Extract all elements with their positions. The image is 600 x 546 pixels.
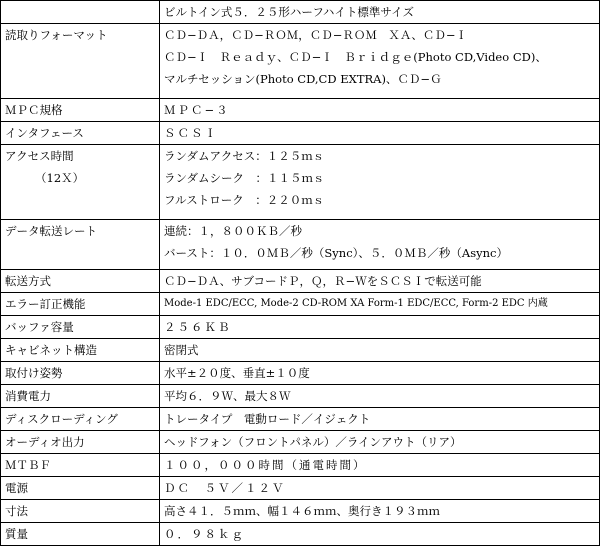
row-label-group — [1, 144, 160, 219]
value-line: マルチセッション(Photo CD,CD EXTRA)、ＣＤ−Ｇ — [164, 72, 442, 86]
value-line: トレータイプ 電動ロード／イジェクト — [164, 412, 371, 426]
table-row — [1, 408, 600, 431]
row-label: 転送方式 — [1, 270, 160, 293]
value-line: ＣＤ−Ｉ Ｒｅａｄｙ、ＣＤ−Ｉ Ｂｒｉｄｇｅ(Photo CD,Video CD)、 — [164, 50, 547, 64]
row-value — [160, 98, 600, 121]
value-line: ランダムアクセス：１２５ｍｓ — [164, 148, 325, 163]
table-row — [1, 219, 600, 269]
value-line: 高さ４１．５ｍｍ、幅１４６ｍｍ、奥行き１９３ｍｍ — [164, 504, 440, 518]
row-value — [160, 270, 600, 293]
row-value — [160, 477, 600, 500]
row-value — [160, 523, 600, 546]
table-row — [1, 339, 600, 362]
table-row — [1, 316, 600, 339]
row-label: ＭＴＢＦ — [1, 454, 160, 477]
value-line: 連続：１，８００ＫＢ／秒 — [164, 223, 302, 238]
value-line: ＭＰＣ−３ — [164, 102, 230, 117]
value-line: ＣＤ−ＤＡ，ＣＤ−ＲＯＭ，ＣＤ−ＲＯＭ ＸＡ、ＣＤ−Ｉ — [164, 28, 468, 42]
value-line: Mode-1 EDC/ECC, Mode-2 CD-ROM XA Form-1 EDC/ECC, Form-2 EDC 内蔵 — [164, 298, 548, 309]
value-line: ２５６ＫＢ — [164, 320, 232, 334]
table-row — [1, 24, 600, 99]
value-line: １００，０００時間（通電時間） — [164, 458, 367, 472]
row-value — [160, 339, 600, 362]
row-label: データ転送レート — [1, 219, 160, 269]
row-value — [160, 144, 600, 219]
row-value — [160, 408, 600, 431]
table-row — [1, 477, 600, 500]
table-row — [1, 121, 600, 144]
row-sublabel: （12Ｘ） — [35, 170, 85, 185]
row-label: オーディオ出力 — [1, 431, 160, 454]
row-value — [160, 316, 600, 339]
table-row — [1, 500, 600, 523]
row-label: 取付け姿勢 — [1, 362, 160, 385]
table-row — [1, 144, 600, 219]
row-value — [160, 293, 600, 316]
row-label: バッファ容量 — [1, 316, 160, 339]
row-label: インタフェース — [1, 121, 160, 144]
table-row — [1, 98, 600, 121]
value-line: ビルトイン式５．２５形ハーフハイト標準サイズ — [164, 5, 415, 19]
row-value — [160, 219, 600, 269]
row-value — [160, 500, 600, 523]
row-label: 読取りフォーマット — [1, 24, 160, 99]
value-line: 平均６．９Ｗ、最大８Ｗ — [164, 389, 291, 403]
row-value — [160, 362, 600, 385]
row-label: ＭＰＣ規格 — [1, 98, 160, 121]
row-label: アクセス時間 — [5, 148, 74, 163]
row-label: エラー訂正機能 — [1, 293, 160, 316]
table-row — [1, 293, 600, 316]
row-value — [160, 1, 600, 24]
row-label: 消費電力 — [1, 385, 160, 408]
row-label: キャビネット構造 — [1, 339, 160, 362]
row-value — [160, 385, 600, 408]
row-label: ディスクローディング — [1, 408, 160, 431]
value-line: 水平±２０度、垂直±１０度 — [164, 366, 310, 380]
value-line: ０．９８ｋｇ — [164, 527, 245, 541]
row-label: 電源 — [1, 477, 160, 500]
value-line: ヘッドフォン（フロントパネル）／ラインアウト（リア） — [164, 435, 462, 449]
value-line: ＤＣ ５Ｖ／１２Ｖ — [164, 481, 286, 495]
table-row — [1, 523, 600, 546]
table-row — [1, 454, 600, 477]
table-row — [1, 270, 600, 293]
value-line: ＣＤ−ＤＡ、サブコードＰ，Ｑ，Ｒ−ＷをＳＣＳＩで転送可能 — [164, 274, 482, 288]
table-row — [1, 431, 600, 454]
value-line: ＳＣＳＩ — [164, 125, 218, 140]
row-value — [160, 121, 600, 144]
table-row — [1, 362, 600, 385]
value-line: フルストローク ：２２０ｍｓ — [164, 192, 325, 207]
table-row — [1, 1, 600, 24]
row-value — [160, 24, 600, 99]
row-value — [160, 454, 600, 477]
row-value — [160, 431, 600, 454]
value-line: バースト：１０．０ＭＢ／秒（Sync）、５．０ＭＢ／秒（Async） — [164, 245, 508, 260]
row-label-blank — [1, 1, 160, 24]
value-line: ランダムシーク ：１１５ｍｓ — [164, 170, 325, 185]
row-label: 寸法 — [1, 500, 160, 523]
table-row — [1, 385, 600, 408]
value-line: 密閉式 — [164, 343, 199, 357]
row-label: 質量 — [1, 523, 160, 546]
